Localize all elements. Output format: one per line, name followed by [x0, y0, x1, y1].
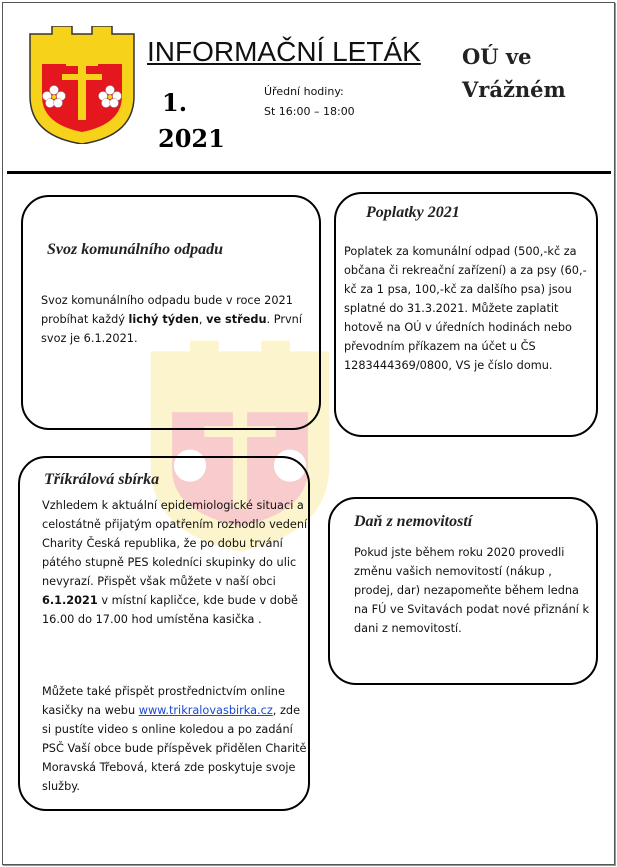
- charity-collection-box: [18, 456, 310, 811]
- office-hours: [264, 82, 355, 122]
- office-name: [462, 40, 566, 106]
- issue-number: 1.: [162, 88, 188, 117]
- charity-online-text: Můžete také přispět prostřednictvím online kasičky na webu www.trikralovasbirka.cz, zde si pustíte video s online koledou a po zadání PSČ Vaší obce bude příspěvek přidělen Charitě Moravská Třebová, která zde poskytuje svoje služby.: [42, 685, 307, 793]
- fees-heading: Poplatky 2021: [366, 204, 460, 221]
- office-name-line2: Vrážném: [462, 77, 566, 102]
- charity-collection-heading: Tříkrálová sbírka: [44, 471, 160, 488]
- fees-box: [334, 192, 598, 437]
- fees-text: Poplatek za komunální odpad (500,-kč za občana či rekreační zařízení) a za psy (60,-kč za 1 psa, 100,-kč za dalšího psa) jsou splatné do 31.3.2021. Můžete zaplatit hotově na OÚ v úředních hodinách nebo převodním příkazem na účet u ČS 1283444369/0800, VS je číslo domu.: [344, 245, 587, 372]
- coat-of-arms-logo: [26, 26, 138, 144]
- issue-year: 2021: [158, 124, 225, 153]
- property-tax-box: [328, 497, 598, 685]
- waste-collection-box: [21, 195, 321, 430]
- office-hours-label: Úřední hodiny:: [264, 85, 344, 98]
- charity-collection-text: Vzhledem k aktuální epidemiologické situaci a celostátně přijatým opatřením rozhodlo vedení Charity Česká republika, že po dobu trvání pátého stupně PES koledníci skupinky do ulic nevyrazí. Přispět však můžete v naší obci 6.1.2021 v místní kapličce, kde bude v době 16.00 do 17.00 hod umístěna kasička .: [42, 499, 308, 626]
- office-hours-value: St 16:00 – 18:00: [264, 105, 355, 118]
- waste-collection-text: Svoz komunálního odpadu bude v roce 2021 probíhat každý lichý týden, ve středu. První svoz je 6.1.2021.: [41, 294, 302, 345]
- waste-collection-heading: Svoz komunálního odpadu: [47, 241, 224, 258]
- property-tax-text: Pokud jste během roku 2020 provedli změnu vašich nemovitostí (nákup , prodej, dar) nezapomeňte během ledna na FÚ ve Svitavách podat nové přiznání k dani z nemovitostí.: [354, 546, 590, 635]
- office-name-line1: OÚ ve: [462, 44, 532, 69]
- charity-website-link[interactable]: www.trikralovasbirka.cz: [138, 704, 273, 717]
- header-divider: [7, 171, 611, 174]
- property-tax-heading: Daň z nemovitostí: [354, 513, 473, 530]
- leaflet-title: INFORMAČNÍ LETÁK: [147, 36, 421, 67]
